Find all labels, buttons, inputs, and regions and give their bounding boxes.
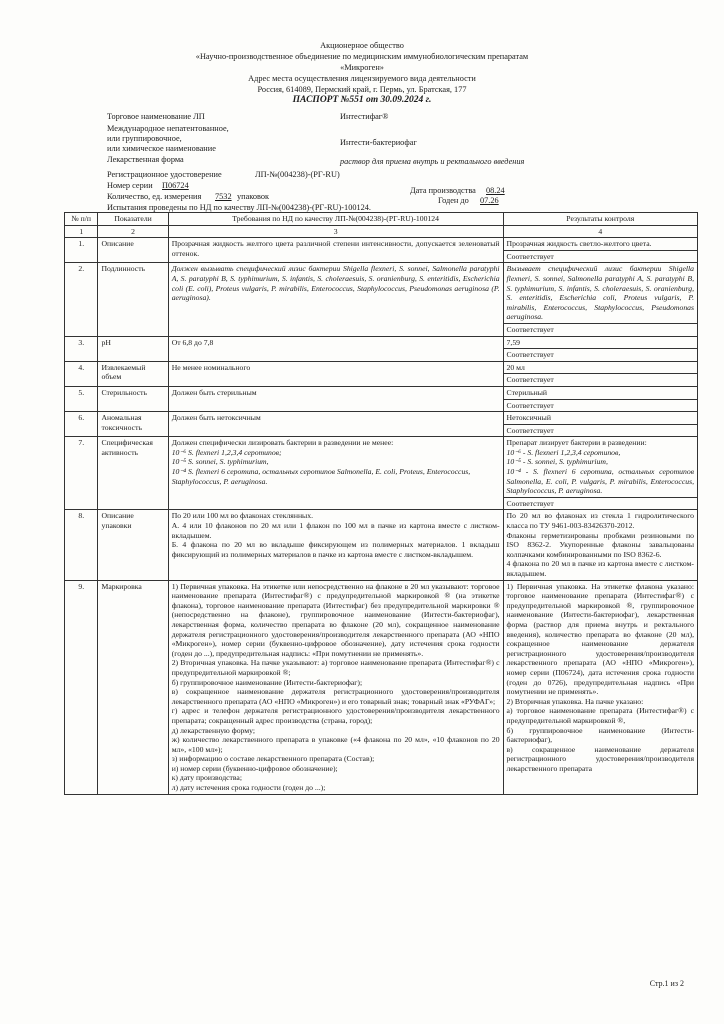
table-row bbox=[65, 412, 698, 437]
result-status: Соответствует bbox=[506, 400, 554, 410]
result-line: Флаконы герметизированы пробками резиновыми по ISO 8362-2. Укупоренные флаконы завальцованы колпачками комбинированными по ISO 8362-6. bbox=[506, 530, 694, 559]
row-indicator: Описание упаковки bbox=[98, 510, 168, 580]
row-requirement: Должен быть нетоксичным bbox=[168, 412, 503, 437]
row-num: 2. bbox=[65, 263, 98, 336]
row-requirement: Прозрачная жидкость желтого цвета различной степени интенсивности, допускается зеленоватый оттенок. bbox=[168, 238, 503, 263]
result-text: 20 мл bbox=[506, 362, 525, 372]
req-line: ж) количество лекарственного препарата в упаковке («4 флакона по 20 мл», «10 флаконов по 20 мл», «100 мл»); bbox=[171, 735, 500, 754]
reg-value: ЛП-№(004238)-(РГ-RU) bbox=[255, 170, 340, 179]
row-indicator: Подлинность bbox=[98, 263, 168, 336]
row-num: 4. bbox=[65, 361, 98, 386]
req-line: Должен специфически лизировать бактерии в разведении не менее: bbox=[171, 438, 394, 448]
address: Россия, 614089, Пермский край, г. Пермь, ул. Братская, 177 bbox=[257, 85, 467, 94]
row-indicator: Извлекаемый объем bbox=[98, 361, 168, 386]
row-result bbox=[503, 412, 697, 437]
row-indicator: Описание bbox=[98, 238, 168, 263]
col-num-2: 2 bbox=[98, 225, 168, 238]
row-result bbox=[503, 580, 697, 794]
row-requirement bbox=[168, 580, 503, 794]
result-line: 10⁻⁴ - S. flexneri 6 серотипа, остальных серотипов Salmonella, E. coli, P. vulgaris, P. mirabilis, Enterococcus, Staphylococcus, P. aeruginosa. bbox=[506, 467, 694, 496]
trade-name-value: Интестифаг® bbox=[340, 112, 389, 121]
row-indicator: Маркировка bbox=[98, 580, 168, 794]
row-result bbox=[503, 361, 697, 386]
row-indicator: Аномальная токсичность bbox=[98, 412, 168, 437]
req-line: А. 4 или 10 флаконов по 20 мл или 1 флакон по 100 мл в пачке из картона вместе с листком-вкладышем. bbox=[171, 521, 500, 540]
row-num: 5. bbox=[65, 386, 98, 411]
document-meta bbox=[0, 112, 724, 212]
row-indicator: pH bbox=[98, 336, 168, 361]
table-row bbox=[65, 361, 698, 386]
table-row bbox=[65, 510, 698, 580]
result-status: Соответствует bbox=[506, 350, 554, 360]
row-indicator: Специфическая активность bbox=[98, 437, 168, 510]
address-label: Адрес места осуществления лицензируемого вида деятельности bbox=[248, 74, 476, 83]
req-line: 10⁻⁴ S. flexneri 6 серотипа, остальных серотипов Salmonella, E. coli, Proteus, Enterococcus, Staphylococcus, P. aeruginosa. bbox=[171, 467, 471, 486]
prod-date-value: 08.24 bbox=[486, 186, 505, 195]
result-status: Соответствует bbox=[506, 498, 554, 508]
company-type: Акционерное общество bbox=[320, 41, 404, 50]
result-status: Соответствует bbox=[506, 251, 554, 261]
company-short-name: «Микроген» bbox=[340, 63, 384, 72]
req-line: д) лекарственную форму; bbox=[171, 725, 256, 735]
document-header bbox=[0, 40, 724, 106]
result-line: Препарат лизирует бактерии в разведении: bbox=[506, 438, 647, 448]
table-row bbox=[65, 580, 698, 794]
row-num: 7. bbox=[65, 437, 98, 510]
result-text: Нетоксичный bbox=[506, 413, 551, 423]
col-num-4: 4 bbox=[503, 225, 697, 238]
table-row bbox=[65, 263, 698, 336]
row-result bbox=[503, 238, 697, 263]
req-line: в) сокращенное наименование держателя регистрационного удостоверения/производителя лекарственного препарата (АО «НПО «Микроген») и его товарный знак; товарный знак «РУФАГ»; bbox=[171, 687, 500, 706]
row-num: 8. bbox=[65, 510, 98, 580]
trade-name-label: Торговое наименование ЛП bbox=[107, 112, 205, 121]
page-number: Стр.1 из 2 bbox=[649, 979, 684, 988]
row-requirement bbox=[168, 510, 503, 580]
inn-label-2: или группировочное, bbox=[107, 134, 182, 143]
form-label: Лекарственная форма bbox=[107, 155, 184, 164]
row-requirement: Должен быть стерильным bbox=[168, 386, 503, 411]
series-label: Номер серии bbox=[107, 181, 153, 190]
passport-title: ПАСПОРТ №551 от 30.09.2024 г. bbox=[292, 95, 432, 105]
req-line: з) информацию о составе лекарственного препарата (Состав); bbox=[171, 754, 375, 764]
series-value: П06724 bbox=[162, 181, 189, 190]
req-line: По 20 или 100 мл во флаконах стеклянных. bbox=[171, 511, 313, 521]
table-numbers-row bbox=[65, 225, 698, 238]
row-num: 1. bbox=[65, 238, 98, 263]
req-line: к) дату производства; bbox=[171, 773, 242, 783]
req-line: 10⁻⁵ S. sonnei, S. typhimurium, bbox=[171, 457, 269, 467]
inn-label-1: Международное непатентованное, bbox=[107, 124, 229, 133]
result-line: б) группировочное наименование (Интести-бактериофаг), bbox=[506, 725, 694, 745]
row-requirement: От 6,8 до 7,8 bbox=[168, 336, 503, 361]
inn-label-3: или химическое наименование bbox=[107, 144, 216, 153]
inn-value: Интести-бактериофаг bbox=[340, 138, 417, 147]
result-text: Стерильный bbox=[506, 387, 548, 397]
table-header-row bbox=[65, 213, 698, 226]
row-num: 3. bbox=[65, 336, 98, 361]
header-num: № п/п bbox=[65, 213, 98, 226]
result-line: 10⁻⁶ - S. flexneri 1,2,3,4 серотипов, bbox=[506, 447, 621, 457]
result-line: в) сокращенное наименование держателя регистрационного удостоверения/производителя лекарственного препарата bbox=[506, 744, 694, 773]
req-line: 10⁻⁶ S. flexneri 1,2,3,4 серотипов; bbox=[171, 447, 282, 457]
req-line: 1) Первичная упаковка. На этикетке или непосредственно на флаконе в 20 мл указывают: торговое наименование препарата (Интестифаг®) с предупредительной маркировкой ® (на этикетке флакона), торговое наименование препарата (Интестифаг) без предупредительной маркировки ® (непосредственно на флаконе), группировочное наименование (Интести-бактериофаг), лекарственная форма, количество препарата во флаконе (20 мл), сокращенное наименование держателя регистрационного удостоверения/производителя лекарственного препарата (АО «НПО «Микроген»), номер серии (буквенно-цифровое обозначение), дату истечения срока годности (годен до ...), предупредительная надпись: «При помутнении не применять». bbox=[171, 581, 500, 658]
reg-label: Регистрационное удостоверение bbox=[107, 170, 222, 179]
table-row bbox=[65, 238, 698, 263]
prod-date-label: Дата производства bbox=[410, 186, 476, 195]
req-line: л) дату истечения срока годности (годен до ...); bbox=[171, 783, 326, 793]
col-num-1: 1 bbox=[65, 225, 98, 238]
row-requirement: Не менее номинального bbox=[168, 361, 503, 386]
header-indicator: Показатели bbox=[98, 213, 168, 226]
row-requirement bbox=[168, 437, 503, 510]
row-num: 9. bbox=[65, 580, 98, 794]
req-line: 2) Вторичная упаковка. На пачке указывают: а) торговое наименование препарата (Интестифаг®) с предупредительной маркировкой ®; bbox=[171, 658, 500, 677]
qty-unit: упаковок bbox=[237, 192, 270, 201]
result-text: 7,59 bbox=[506, 337, 520, 347]
table-row bbox=[65, 437, 698, 510]
result-line: По 20 мл во флаконах из стекла 1 гидролитического класса по ТУ 9461-003-83426370-2012. bbox=[506, 511, 694, 531]
result-text: Прозрачная жидкость светло-желтого цвета. bbox=[506, 239, 652, 249]
row-result bbox=[503, 263, 697, 336]
result-line: 4 флакона по 20 мл в пачке из картона вместе с листком-вкладышем. bbox=[506, 559, 694, 578]
table-row bbox=[65, 336, 698, 361]
expiry-label: Годен до bbox=[438, 196, 469, 205]
row-result bbox=[503, 510, 697, 580]
col-num-3: 3 bbox=[168, 225, 503, 238]
result-line: 1) Первичная упаковка. На этикетке флакона указано: торговое наименование препарата (Интестифаг®) с предупредительной маркировкой ®, группировочное наименование (Интести-бактериофаг), лекарственная форма (раствор для приема внутрь и ректального введения), количество препарата во флаконе (20 мл), сокращенное наименование держателя регистрационного удостоверения/производителя лекарственного препарата (АО «НПО «Микроген»), номер серии (П06724), дата истечения срока годности (годен до 0726), предупредительная надпись «При помутнении не применять». bbox=[506, 581, 694, 697]
row-requirement: Должен вызывать специфический лизис бактерии Shigella flexneri, S. sonnei, Salmonella paratyphi A, S. paratyphi B, S. typhimurium, S. infantis, S. cholerаesuis, S. oranienburg, S. enteritidis, Escherichia coli (E. coli), Proteus vulgaris, P. mirabilis, Enterococcus, Staphylococcus, Pseudomonas aeruginosa (P. aeruginosa). bbox=[168, 263, 503, 336]
header-requirement: Требования по НД по качеству ЛП-№(004238)-(РГ-RU)-100124 bbox=[168, 213, 503, 226]
control-table bbox=[64, 212, 698, 795]
qty-label: Количество, ед. измерения bbox=[107, 192, 202, 201]
result-line: 10⁻⁵ - S. sonnei, S. typhimurium, bbox=[506, 457, 608, 467]
result-status: Соответствует bbox=[506, 324, 554, 334]
qty-value: 7532 bbox=[215, 192, 232, 201]
result-text: Вызывает специфический лизис бактерии Shigella flexneri, S. sonnei, Salmonella paratyphi A, S. paratyphi B, S. typhimurium, S. infantis, S. cholerаesuis, S. oranienburg, S. enteritidis, Escherichia coli, Proteus vulgaris, P. mirabilis, Enterococcus, Staphylococcus, Pseudomonas aeruginosa. bbox=[506, 264, 694, 322]
tests-line: Испытания проведены по НД по качеству ЛП-№(004238)-(РГ-RU)-100124. bbox=[107, 203, 372, 212]
row-indicator: Стерильность bbox=[98, 386, 168, 411]
expiry-value: 07.26 bbox=[480, 196, 499, 205]
row-num: 6. bbox=[65, 412, 98, 437]
company-full-name: «Научно-производственное объединение по медицинским иммунобиологическим препаратам bbox=[195, 52, 529, 61]
req-line: б) группировочное наименование (Интести-бактериофаг); bbox=[171, 677, 363, 687]
result-line: 2) Вторичная упаковка. На пачке указано: bbox=[506, 696, 644, 706]
req-line: Б. 4 флакона по 20 мл во вкладыше фиксирующем из полимерных материалов. 1 вкладыш фиксирующий из полимерных материалов в пачке из картона вместе с листком-вкладышем. bbox=[171, 540, 500, 559]
result-status: Соответствует bbox=[506, 375, 554, 385]
result-status: Соответствует bbox=[506, 425, 554, 435]
req-line: и) номер серии (буквенно-цифровое обозначение); bbox=[171, 763, 338, 773]
table-row bbox=[65, 386, 698, 411]
row-result bbox=[503, 386, 697, 411]
header-result: Результаты контроля bbox=[503, 213, 697, 226]
form-value: раствор для приема внутрь и ректального введения bbox=[340, 157, 525, 166]
row-result bbox=[503, 437, 697, 510]
result-line: а) торговое наименование препарата (Интестифаг®) с предупредительной маркировкой ®, bbox=[506, 706, 694, 725]
row-result bbox=[503, 336, 697, 361]
req-line: г) адрес и телефон держателя регистрационного удостоверения/производителя лекарственного препарата; сокращенный адрес производства (страна, город); bbox=[171, 706, 500, 725]
